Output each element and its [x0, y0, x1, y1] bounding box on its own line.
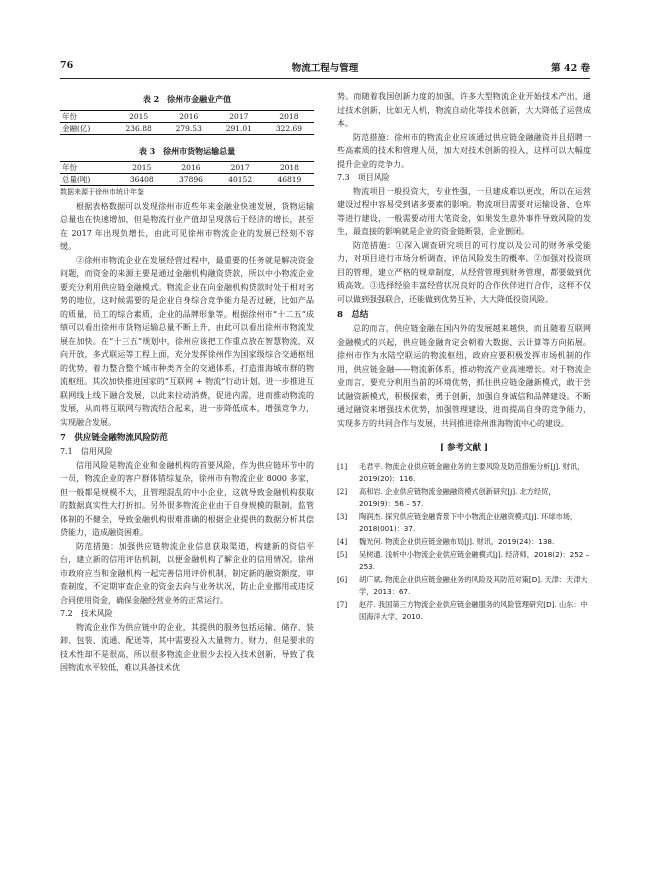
- table-cell: 40152: [216, 174, 265, 186]
- table-cell: 279.53: [164, 122, 214, 134]
- reference-number: [2]: [337, 486, 348, 496]
- body-paragraph: 物流企业作为供应链中的企业，其提供的服务包括运输、储存、装卸、包装、流通、配送等，其中需要投入大量物力、财力，但是要求的技术性却不是很高，所以很多物流企业很少去投入技术创新，导致了我国物流水平较低，难以具备技术优: [60, 622, 314, 672]
- reference-item: [337, 461, 591, 485]
- table-row: [60, 174, 314, 186]
- reference-list: [337, 461, 591, 623]
- reference-number: [1]: [337, 461, 348, 471]
- table-cell: 37896: [166, 174, 215, 186]
- body-paragraph: ②徐州市物流企业在发展经营过程中，最重要的任务就是解决资金问题，而资金的来源主要是通过金融机构融资贷款，所以中小物流企业要充分利用供应链金融模式。物流企业在向金融机构贷款时处于相对劣势的地位，这时候需要的是企业自身综合竞争能力是否过硬，比如产品的质量，员工的综合素质，企业的品牌形象等。根据徐州市“十二五”成绩可以看出徐州市货物运输总量不断上升，由此可以看出徐州市物流发展在加快。在“十三五”规划中，徐州应该把工作重点放在智慧物流，双向开放，多式联运等工程上面，充分发挥徐州作为国家级综合交通枢纽的优势，着力整合整个城市种类齐全的交通体系，打造淮海城市群的物流枢纽。其次加快推进国家的“互联网 + 物流”行动计划，进一步推进互联网线上线下融合发展，以此来拉动消费，促进内需，进而推动物流的发展，从而将互联网与物流结合起来，进一步降低成本，增强竞争力，实现融合发展。: [60, 255, 314, 427]
- reference-text: 胡广斌. 物流企业供应链金融业务的风险及其防范对策[D]. 天津：天津大学，2013：67.: [359, 574, 588, 596]
- reference-item: [337, 599, 591, 623]
- journal-title: 物流工程与管理: [291, 63, 359, 74]
- reference-item: [337, 574, 591, 598]
- reference-number: [5]: [337, 549, 348, 559]
- table-row-label: 金融(亿): [60, 122, 114, 134]
- left-column: [60, 90, 314, 675]
- volume-label: 第 42 卷: [551, 63, 590, 74]
- reference-number: [6]: [337, 574, 348, 584]
- table-row: [60, 122, 314, 134]
- body-paragraph: 根据表格数据可以发现徐州市近些年来金融业快速发展，货物运输总量也在快速增加，但是物流行业产值却呈现落后于经济的增长，甚至在 2017 年出现负增长，由此可见徐州市物流企业的发展已经刻不容缓。: [60, 201, 314, 251]
- section-heading: 7 供应链金融物流风险防范: [60, 433, 168, 443]
- references-heading: [ 参考文献 ]: [440, 443, 488, 453]
- reference-item: [337, 536, 591, 548]
- reference-text: 毛君平. 物流企业供应链金融业务的主要风险及防范措施分析[J]. 财讯，2019(20)：116.: [359, 461, 585, 483]
- table-header-cell: 2016: [164, 110, 214, 122]
- reference-text: 吴树通. 浅析中小物流企业供应链金融模式[J]. 经济师，2018(2)：252 – 253.: [359, 549, 590, 571]
- table-cell: 36408: [117, 174, 166, 186]
- table-cell: 291.01: [214, 122, 264, 134]
- table-header-cell: 2018: [265, 162, 314, 174]
- reference-number: [3]: [337, 511, 348, 521]
- table-cell: 322.69: [264, 122, 314, 134]
- body-paragraph: 信用风险是物流企业和金融机构的首要风险，作为供应链环节中的一员，物流企业的客户群体错综复杂，徐州市有物流企业 8000 多家，但一般都是规模不大，且管理混乱的中小企业，这就导致金融机构获取的数据真实性大打折扣。另外很多物流企业由于自身规模的限制，监管体制的不健全，导致金融机构很难准确的根据企业提供的数据分析其偿贷能力，造成融资困难。: [60, 460, 314, 537]
- table3-caption: 表 3 徐州市货物运输总量: [138, 145, 236, 156]
- subsection-heading: 7.1 信用风险: [60, 447, 113, 456]
- table-header-cell: 年份: [60, 110, 114, 122]
- table-header-cell: 2015: [117, 162, 166, 174]
- table-header-cell: 2015: [114, 110, 164, 122]
- table-header-cell: 2018: [264, 110, 314, 122]
- reference-item: [337, 511, 591, 535]
- table-header-cell: 2016: [166, 162, 215, 174]
- table-cell: 46819: [265, 174, 314, 186]
- table-header-cell: 年份: [60, 162, 117, 174]
- running-header: [60, 60, 590, 76]
- section-heading: 8 总结: [337, 310, 369, 320]
- header-rule: [60, 78, 590, 79]
- body-paragraph: 势。而随着我国创新力度的加强，许多大型物流企业开始技术产出，通过技术创新，比如无人机，物流自动化等技术创新，大大降低了运营成本。: [337, 92, 591, 128]
- body-paragraph: 防范措施：加强供应链物流企业信息获取渠道，构建新的资信平台，建立新的信用评估机制，以便金融机构了解企业的信用情况。徐州市政府应当和金融机构一起完善信用评价机制，制定新的融资额度，审查制度，不定期审查企业的资金去向与业务状况，防止企业挪用或违反合同使用资金，确保金融经营业务的正常运行。: [60, 541, 314, 605]
- table-cell: 236.88: [114, 122, 164, 134]
- body-paragraph: 总的而言，供应链金融在国内外的发展越来越快，而且随着互联网金融模式的兴起，供应链金融肯定会朝着大数据、云计算等方向拓展。徐州市作为水陆空联运的物流枢纽，政府应要积极发挥市场机制的作用，供应链金融——物流新体系，推动物流产业高速增长。对于物流企业而言，要充分利用当前的环境优势，抓住供应链金融新模式，敢于尝试融资新模式，积极探索，勇于创新，加强自身诚信和品牌建设。不断通过融资来增强技术优势，加强管理建设，进而提高自身的竞争能力，实现多方的共同合作与发展，共同推进徐州淮海物流中心的建设。: [337, 324, 591, 428]
- reference-item: [337, 549, 591, 573]
- subsection-heading: 7.3 项目风险: [337, 173, 390, 182]
- reference-text: 高和岩. 企业供应链物流金融融资模式创新研究[J]. 北方经贸，2019(9)：56 – 57.: [359, 486, 556, 508]
- reference-number: [7]: [337, 599, 348, 609]
- table-source-note: 数据来源于徐州市统计年鉴: [60, 188, 144, 196]
- subsection-heading: 7.2 技术风险: [60, 609, 113, 618]
- body-paragraph: 物流项目一般投资大，专业性强，一旦建成难以更改，所以在运营建设过程中容易受到诸多要素的影响。物流项目需要对运输设备、仓库等进行建设，一般需要动用大笔资金，如果发生意外事件导致风险的发生，最直接的影响就是企业的资金链断裂，企业倒闭。: [337, 186, 591, 236]
- reference-text: 陶润杰. 探究供应链金融背景下中小物流企业融资模式[J]. 环球市场，2018(001)：37.: [359, 511, 578, 533]
- reference-number: [4]: [337, 536, 348, 546]
- reference-text: 赵芹. 我国第三方物流企业供应链金融服务的风险管理研究[D]. 山东：中国海洋大学，2010.: [359, 599, 588, 621]
- table2-caption: 表 2 徐州市金融业产值: [142, 94, 232, 104]
- table-header-cell: 2017: [214, 110, 264, 122]
- table3-header-row: [60, 162, 314, 174]
- table2-header-row: [60, 110, 314, 122]
- body-paragraph: 防范措施：①深入调查研究项目的可行度以及公司的财务承受能力，对项目进行市场分析调查，评估风险发生的概率。②加强对投资项目的管理，建立严格的规章制度，从经营管理到财务管理，都要做到优质高效。③选择经验丰富经营状况良好的合作伙伴进行合作，这样不仅可以做到强强联合，还能做到优势互补，大大降低投资风险。: [337, 240, 591, 304]
- reference-text: 魏光何. 物流企业供应链金融布局[J]. 财讯，2019(24)：138.: [359, 536, 555, 546]
- table-row-label: 总量(吨): [60, 174, 117, 186]
- table3: [60, 161, 314, 186]
- right-column: [337, 90, 591, 624]
- table-header-cell: 2017: [216, 162, 265, 174]
- reference-item: [337, 486, 591, 510]
- table2: [60, 110, 314, 135]
- page-number: 76: [60, 60, 74, 71]
- body-paragraph: 防范措施：徐州市的物流企业应该通过供应链金融融资并且招聘一些高素质的技术和管理人员，加大对技术创新的投入，这样可以大幅度提升企业的竞争力。: [337, 132, 591, 169]
